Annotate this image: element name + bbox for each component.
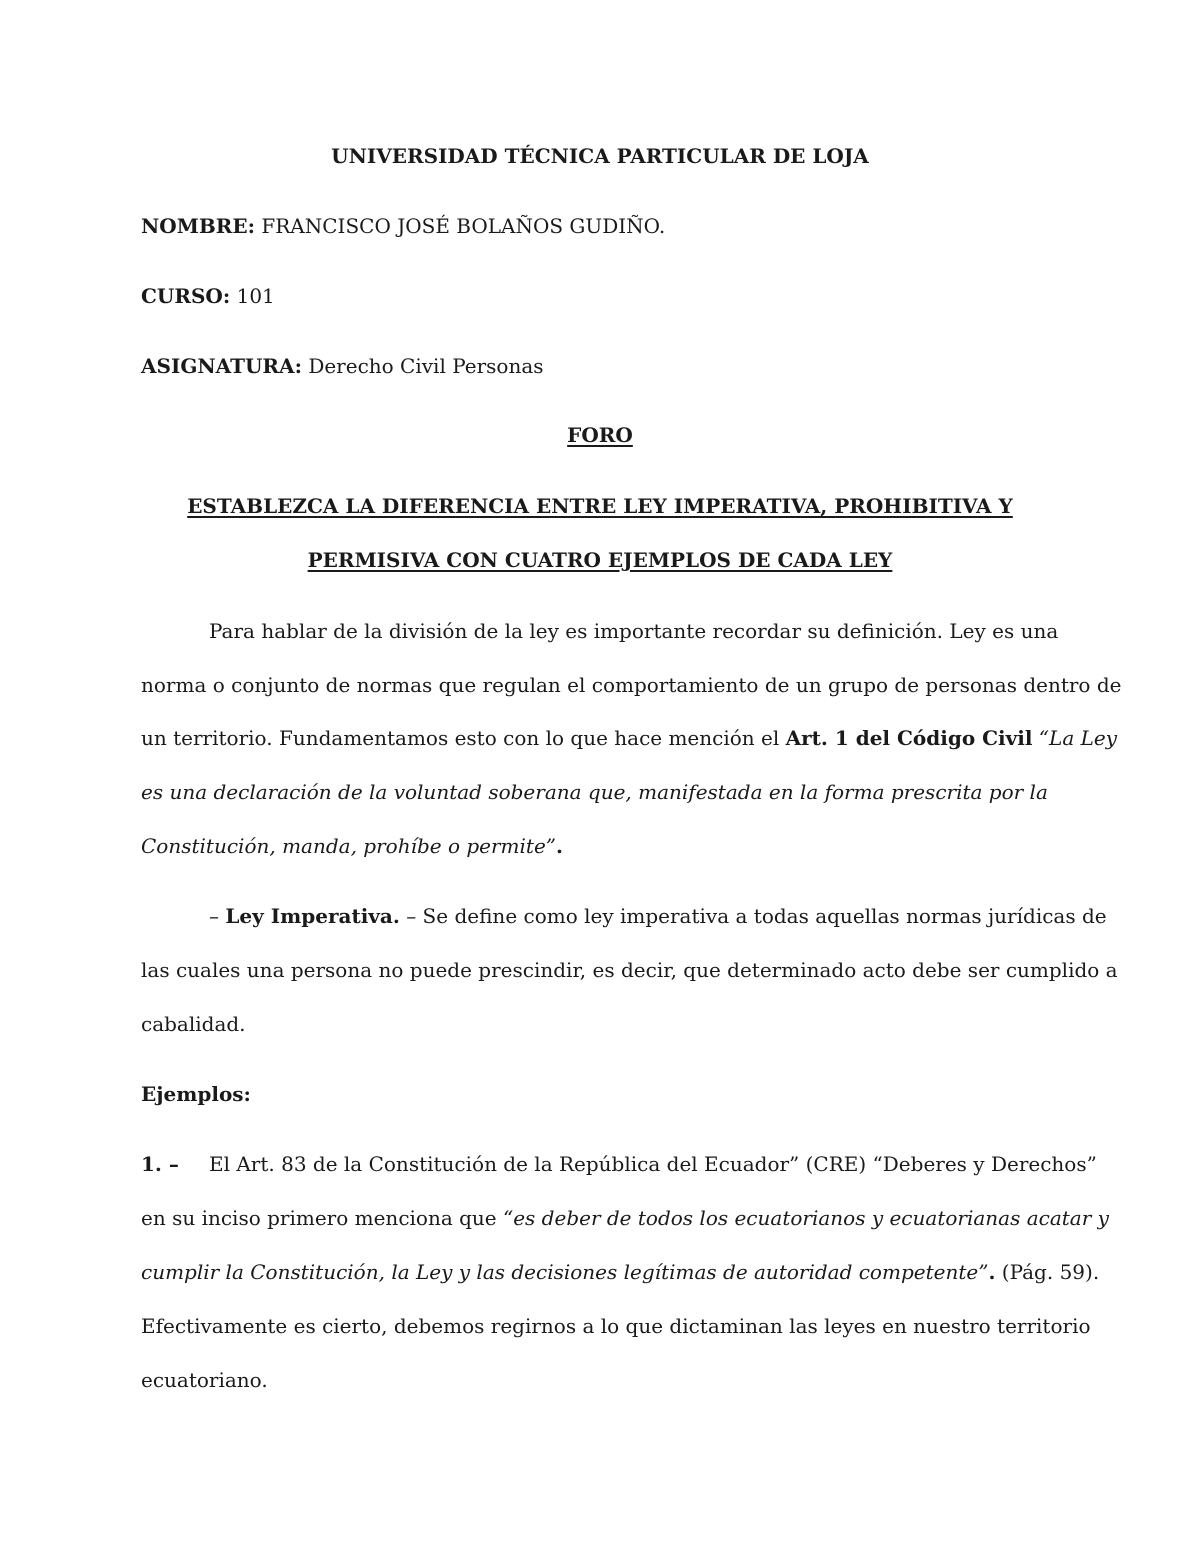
example-1-text: El Art. 83 de la Constitución de la República del Ecuador” (CRE) “Deberes y Derechos”: [209, 1152, 1097, 1176]
subject-value: Derecho Civil Personas: [308, 354, 544, 378]
intro-line-3: [141, 724, 1117, 752]
imperativa-line-1: [209, 902, 1107, 930]
example-1-quote-end: cumplir la Constitución, la Ley y las decisiones legítimas de autoridad competente”: [141, 1260, 989, 1284]
imperativa-definition: – Se define como ley imperativa a todas aquellas normas jurídicas de: [399, 904, 1107, 928]
example-1-page-ref: (Pág. 59).: [995, 1260, 1100, 1284]
example-1-marker: 1. –: [141, 1152, 179, 1176]
intro-line-5: [141, 832, 563, 860]
example-1-line-2-text: en su inciso primero menciona que: [141, 1206, 503, 1230]
examples-label: Ejemplos:: [141, 1082, 251, 1106]
imperativa-term: Ley Imperativa.: [225, 904, 400, 928]
intro-line-3-text: un territorio. Fundamentamos esto con lo que hace mención el: [141, 726, 786, 750]
example-1-quote-start: “es deber de todos los ecuatorianos y ecuatorianas acatar y: [503, 1206, 1109, 1230]
subject-line: [141, 352, 544, 380]
question-title-line1: ESTABLEZCA LA DIFERENCIA ENTRE LEY IMPERATIVA, PROHIBITIVA Y: [187, 494, 1013, 518]
subject-label: ASIGNATURA:: [141, 354, 302, 378]
intro-line-2: norma o conjunto de normas que regulan el comportamiento de un grupo de personas dentro de: [141, 673, 1122, 697]
university-heading: UNIVERSIDAD TÉCNICA PARTICULAR DE LOJA: [331, 144, 869, 168]
example-1-line-4: Efectivamente es cierto, debemos regirnos a lo que dictaminan las leyes en nuestro territorio: [141, 1314, 1091, 1338]
example-1-line-5: ecuatoriano.: [141, 1368, 268, 1392]
intro-line-4: es una declaración de la voluntad soberana que, manifestada en la forma prescrita por la: [141, 780, 1048, 804]
question-title-line2: PERMISIVA CON CUATRO EJEMPLOS DE CADA LEY: [307, 548, 893, 572]
name-line: [141, 212, 665, 240]
example-1-line-2: [141, 1204, 1109, 1232]
imperativa-line-2: las cuales una persona no puede prescindir, es decir, que determinado acto debe ser cumplido a: [141, 958, 1118, 982]
code-reference: Art. 1 del Código Civil: [785, 726, 1033, 750]
course-label: CURSO:: [141, 284, 231, 308]
quote-end: Constitución, manda, prohíbe o permite”: [141, 834, 557, 858]
intro-period: .: [556, 834, 563, 858]
name-value: FRANCISCO JOSÉ BOLAÑOS GUDIÑO.: [261, 214, 666, 238]
name-label: NOMBRE:: [141, 214, 255, 238]
course-line: [141, 282, 275, 310]
foro-title: FORO: [567, 423, 633, 447]
example-1-line-3: [141, 1258, 1099, 1286]
intro-line-1: Para hablar de la división de la ley es importante recordar su definición. Ley es una: [209, 619, 1059, 643]
imperativa-line-3: cabalidad.: [141, 1012, 246, 1036]
example-1-line-1: [141, 1150, 1141, 1178]
course-value: 101: [236, 284, 275, 308]
imperativa-dash: –: [209, 904, 226, 928]
example-1-period: .: [988, 1260, 996, 1284]
quote-start: “La Ley: [1032, 726, 1118, 750]
